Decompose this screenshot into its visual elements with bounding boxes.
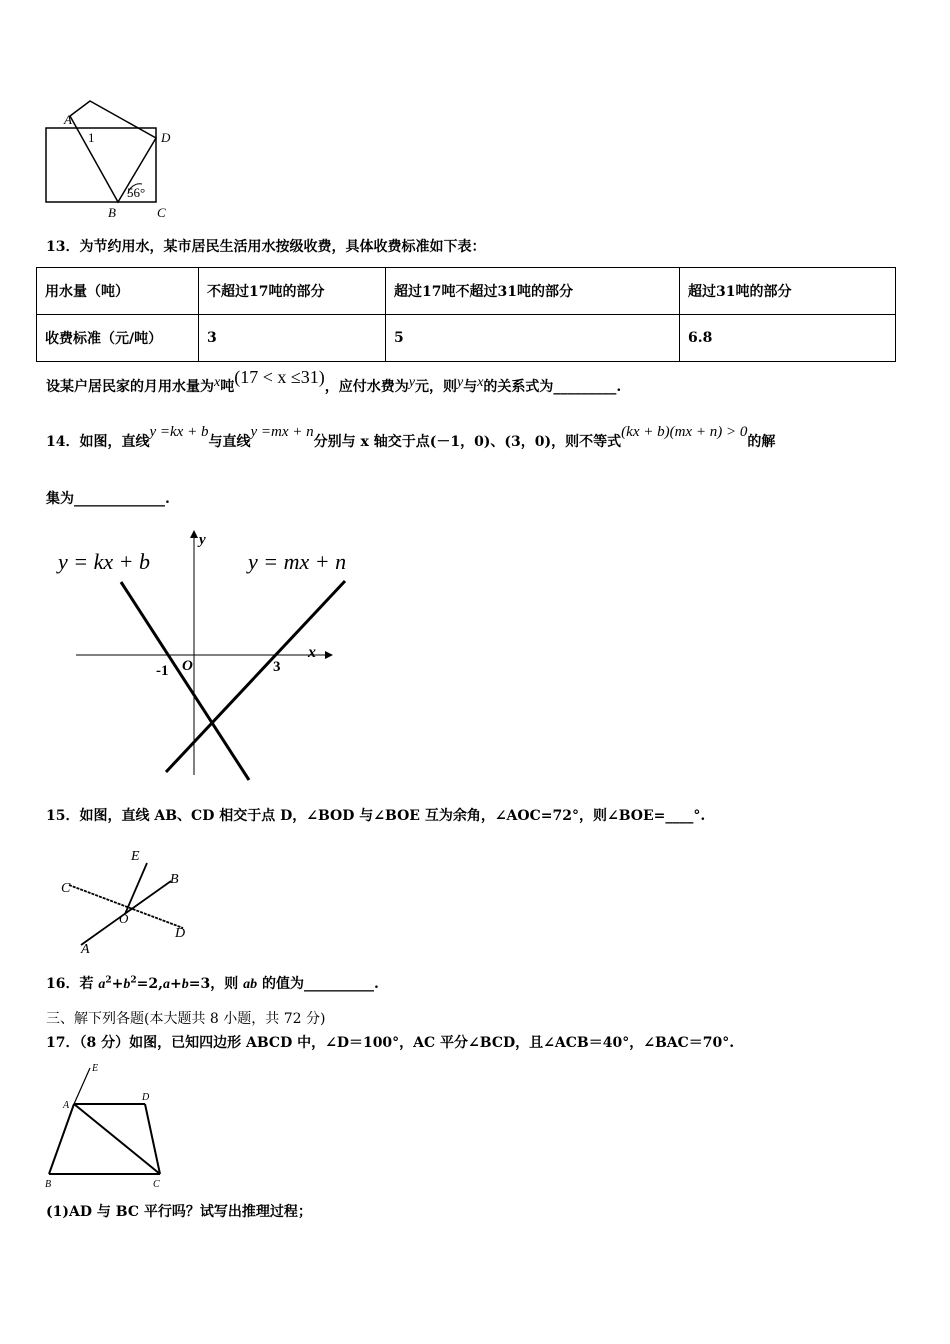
- y-axis-arrow: [190, 530, 198, 538]
- table-cell: 6.8: [680, 315, 896, 362]
- table-cell: 超过31吨的部分: [680, 268, 896, 315]
- math-x: x: [477, 375, 484, 390]
- label-D: D: [142, 1092, 150, 1103]
- text: 16．若: [46, 976, 99, 992]
- text: 分别与 x 轴交于点(－1，0)、(3，0)，则不等式: [313, 434, 622, 450]
- math-b: b: [181, 977, 189, 992]
- q14-line: [46, 424, 776, 457]
- table-cell: 3: [199, 315, 386, 362]
- math-x: x: [214, 375, 221, 390]
- text: 的值为__________.: [257, 976, 379, 992]
- table-cell: 不超过17吨的部分: [199, 268, 386, 315]
- label-y: y: [199, 532, 206, 548]
- text: ，应付水费为: [324, 379, 409, 395]
- label-line2: y = mx + n: [248, 549, 347, 574]
- q14-line2: 集为_____________.: [46, 491, 170, 507]
- table-row: [37, 315, 896, 362]
- text: 吨: [220, 379, 235, 395]
- section-heading: 三、解下列各题(本大题共 8 小题，共 72 分): [46, 1011, 326, 1027]
- table-cell: 超过17吨不超过31吨的部分: [386, 268, 680, 315]
- label-D: D: [161, 130, 171, 145]
- figure-q17: [40, 1062, 170, 1192]
- text: =3，则: [188, 976, 244, 992]
- label-E: E: [131, 849, 140, 864]
- text: 与: [463, 379, 478, 395]
- label-B: B: [45, 1179, 52, 1190]
- q17-line: 17．（8 分）如图，已知四边形 ABCD 中，∠D＝100°，AC 平分∠BCD，且∠ACB＝40°，∠BAC＝70°.: [46, 1035, 735, 1051]
- fee-table: [36, 267, 896, 362]
- label-origin: O: [182, 658, 193, 674]
- text: 的解: [747, 434, 776, 450]
- label-C: C: [61, 881, 71, 896]
- graph-q14: [50, 525, 360, 785]
- text: 与直线: [208, 434, 251, 450]
- q13-title: 13．为节约用水，某市居民生活用水按级收费，具体收费标准如下表：: [46, 239, 486, 255]
- label-neg1: -1: [156, 663, 169, 679]
- table-cell: 用水量（吨）: [37, 268, 199, 315]
- superscript: 2: [105, 975, 112, 986]
- math-a: a: [98, 977, 106, 992]
- label-A: A: [81, 942, 90, 957]
- label-line1: y = kx + b: [58, 549, 150, 574]
- label-1: 1: [88, 130, 95, 145]
- label-E: E: [92, 1063, 99, 1074]
- math-expr: (kx + b)(mx + n) > 0: [621, 424, 748, 440]
- math-expr: y =mx + n: [250, 424, 314, 440]
- side-ab: [49, 1104, 74, 1174]
- label-angle: 56°: [127, 185, 146, 200]
- q15-line: 15．如图，直线 AB、CD 相交于点 D，∠BOD 与∠BOE 互为余角，∠AOC=72°，则∠BOE=____°.: [46, 808, 706, 824]
- line-mx-n: [166, 581, 345, 772]
- label-x: x: [308, 644, 316, 661]
- math-y: y: [408, 375, 415, 390]
- label-C: C: [157, 205, 166, 220]
- math-y: y: [456, 375, 464, 390]
- table-cell: 收费标准（元/吨）: [37, 315, 199, 362]
- label-O: O: [119, 911, 129, 926]
- math-b: b: [123, 977, 131, 992]
- label-B: B: [108, 205, 116, 220]
- q13-line: [46, 367, 622, 403]
- text: =2,: [136, 976, 163, 992]
- q16-line: [46, 973, 379, 993]
- math-ab: ab: [243, 977, 258, 992]
- x-axis-arrow: [325, 651, 333, 659]
- q17-sub1: (1)AD 与 BC 平行吗？试写出推理过程；: [46, 1204, 312, 1220]
- label-B: B: [170, 872, 179, 887]
- text: 元，则: [414, 379, 457, 395]
- text: 14．如图，直线: [46, 434, 150, 450]
- math-expr: y =kx + b: [149, 424, 209, 440]
- text: 设某户居民家的月用水量为: [46, 379, 214, 395]
- label-A: A: [63, 1100, 70, 1111]
- text: +: [111, 976, 124, 992]
- text: 的关系式为_________.: [483, 379, 622, 395]
- label-A: A: [64, 112, 72, 127]
- math-a: a: [162, 977, 170, 992]
- label-3: 3: [273, 659, 281, 675]
- figure-q15: [55, 843, 205, 958]
- math-range: (17 < x ≤31): [234, 367, 325, 387]
- text: +: [169, 976, 182, 992]
- table-row: [37, 268, 896, 315]
- figure-q12: [40, 98, 185, 223]
- table-cell: 5: [386, 315, 680, 362]
- label-D: D: [175, 926, 186, 941]
- label-C: C: [153, 1179, 160, 1190]
- ray-ae: [74, 1068, 90, 1104]
- superscript: 2: [130, 975, 137, 986]
